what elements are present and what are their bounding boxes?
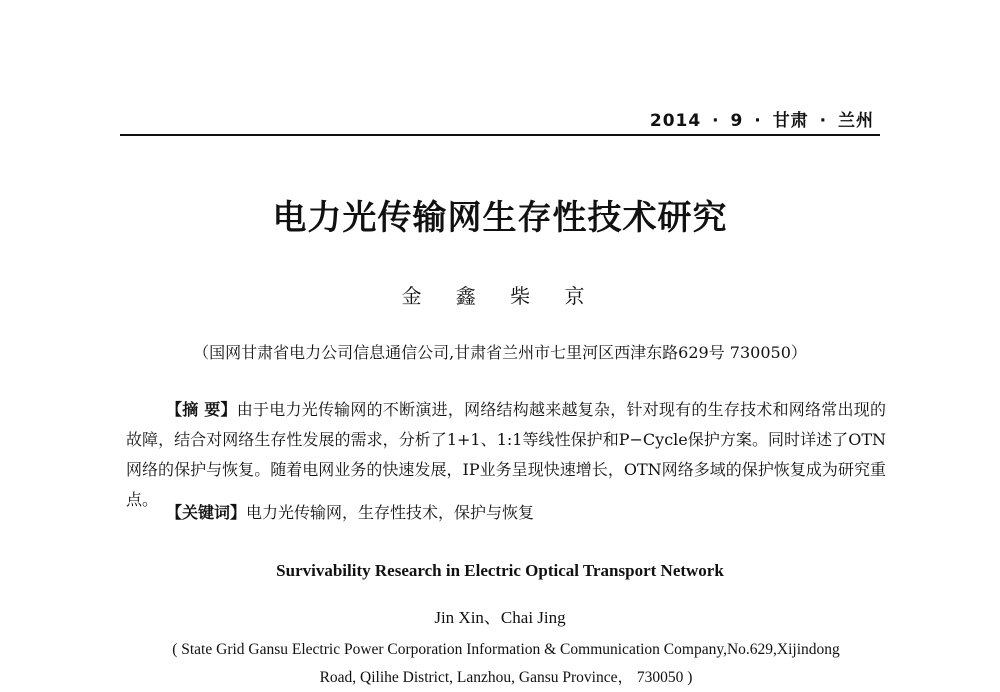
issue-number: 9 xyxy=(730,111,744,131)
paper-title: 电力光传输网生存性技术研究 xyxy=(272,198,728,238)
author-affiliation: （国网甘肃省电力公司信息通信公司,甘肃省兰州市七里河区西津东路629号 730050） xyxy=(193,343,807,362)
abstract-section xyxy=(126,395,886,515)
abstract-label: 【摘 要】 xyxy=(166,400,237,419)
english-title: Survivability Research in Electric Optical Transport Network xyxy=(276,561,724,580)
separator-dot-2: · xyxy=(754,111,762,131)
english-authors: Jin Xin、Chai Jing xyxy=(434,608,566,627)
keywords-section xyxy=(166,500,534,523)
abstract-text: 由于电力光传输网的不断演进，网络结构越来越复杂，针对现有的生存技术和网络常出现的故障，结合对网络生存性发展的需求，分析了1+1、1:1等线性保护和P−Cycle保护方案。同时详述了OTN网络的保护与恢复。随着电网业务的快速发展，IP业务呈现快速增长，OTN网络多域的保护恢复成为研究重点。 xyxy=(126,400,886,509)
separator-dot-3: · xyxy=(819,111,828,131)
header-divider xyxy=(120,134,880,136)
separator-dot: · xyxy=(712,111,720,131)
english-affiliation-line2: Road, Qilihe District, Lanzhou, Gansu Province， 730050 ) xyxy=(319,669,693,686)
paper-authors: 金 鑫 柴 京 xyxy=(401,284,599,308)
journal-issue-header xyxy=(650,106,874,131)
english-affiliation-line1: ( State Grid Gansu Electric Power Corporation Information & Communication Company,No.629,Xijindong xyxy=(172,641,840,658)
issue-year: 2014 xyxy=(649,111,702,131)
location-province: 甘肃 xyxy=(772,111,809,131)
location-city: 兰州 xyxy=(838,111,874,131)
keywords-text: 电力光传输网，生存性技术，保护与恢复 xyxy=(246,503,535,522)
keywords-label: 【关键词】 xyxy=(166,503,247,522)
abstract-paragraph xyxy=(126,395,886,515)
